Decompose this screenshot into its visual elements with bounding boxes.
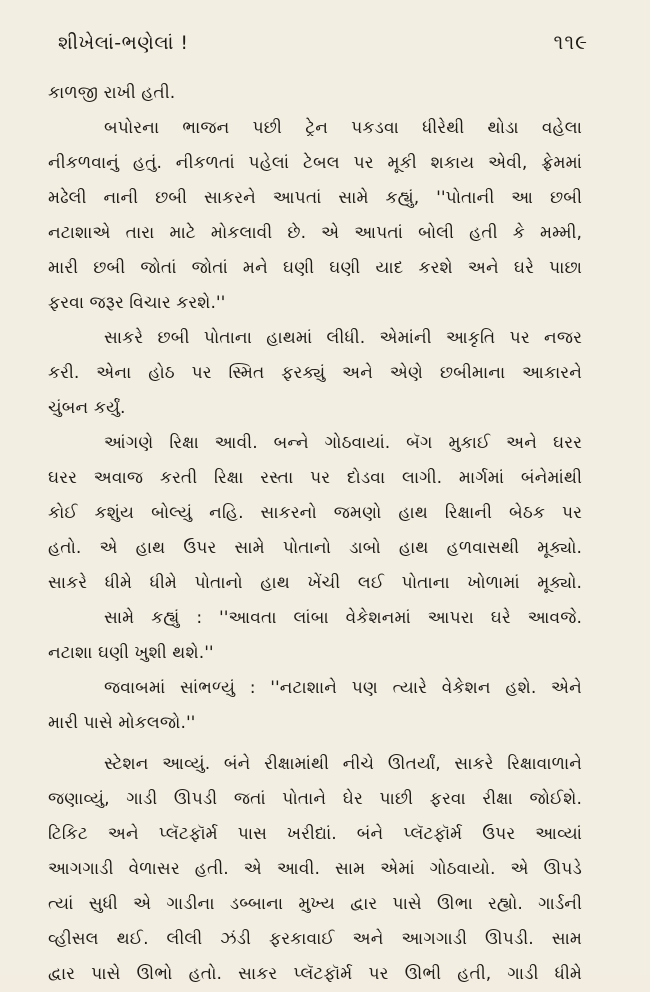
text-line: સાકરે છબી પોતાના હાથમાં લીધી. એમાંની આકૃતિ પર નજર bbox=[104, 328, 582, 348]
text-line: ત્યાં સુધી એ ગાડીના ડબ્બાના મુખ્ય દ્વાર પાસે ઊભા રહ્યો. ગાર્ડની bbox=[48, 894, 582, 914]
body-text bbox=[48, 76, 582, 992]
text-line: આગગાડી વેળાસર હતી. એ આવી. સામ એમાં ગોઠવાયો. એ ઊપડે bbox=[48, 859, 582, 879]
text-line: કાળજી રાખી હતી. bbox=[48, 83, 176, 103]
text-line: મારી પાસે મોકલજો.'' bbox=[48, 713, 196, 733]
text-line: નટાશા ઘણી ખુશી થશે.'' bbox=[48, 643, 214, 663]
text-line: મઢેલી નાની છબી સાકરને આપતાં સામે કહ્યું, ''પોતાની આ છબી bbox=[48, 188, 582, 208]
text-line: મારી છબી જોતાં જોતાં મને ઘણી ઘણી યાદ કરશે અને ઘરે પાછા bbox=[48, 258, 582, 278]
text-line: જણાવ્યું, ગાડી ઊપડી જતાં પોતાને ઘેર પાછી ફરવા રીક્ષા જોઈશે. bbox=[48, 789, 582, 809]
text-line: ચુંબન કર્યું. bbox=[48, 398, 126, 418]
text-line: નીકળવાનું હતું. નીકળતાં પહેલાં ટેબલ પર મૂકી શકાય એવી, ફ્રેમમાં bbox=[48, 153, 582, 173]
text-line: હતો. એ હાથ ઉપર સામે પોતાનો ડાબો હાથ હળવાસથી મૂક્યો. bbox=[48, 538, 582, 558]
text-line: બપોરના ભાજન પછી ટ્રેન પકડવા ધીરેથી થોડા વહેલા bbox=[104, 118, 582, 138]
text-line: સાકરે ધીમે ધીમે પોતાનો હાથ ખેંચી લઈ પોતાના ખોળામાં મૂક્યો. bbox=[48, 573, 582, 593]
text-line: કોઈ કશુંય બોલ્યું નહિ. સાકરનો જમણો હાથ રિક્ષાની બેઠક પર bbox=[48, 503, 582, 523]
text-line: સામે કહ્યું : ''આવતા લાંબા વેકેશનમાં આપરા ઘરે આવજે. bbox=[104, 608, 582, 628]
page-number: ૧૧૯ bbox=[553, 30, 588, 54]
running-header bbox=[58, 30, 588, 60]
text-line: સ્ટેશન આવ્યું. બંને રીક્ષામાંથી નીચે ઊતર્યાં, સાકરે રિક્ષાવાળાને bbox=[104, 754, 582, 774]
text-line: ફરવા જરૂર વિચાર કરશે.'' bbox=[48, 293, 226, 313]
running-title: શીખેલાં-ભણેલાં ! bbox=[58, 32, 189, 54]
text-line: નટાશાએ તારા માટે મોકલાવી છે. એ આપતાં બોલી હતી કે મમ્મી, bbox=[48, 223, 582, 243]
text-line: આંગણે રિક્ષા આવી. બન્ને ગોઠવાયાં. બૅગ મુકાઈ અને ઘરર bbox=[104, 433, 582, 453]
text-line: ઘરર અવાજ કરતી રિક્ષા રસ્તા પર દોડવા લાગી. માર્ગમાં બંનેમાંથી bbox=[48, 468, 582, 488]
text-line: જવાબમાં સાંભળ્યું : ''નટાશાને પણ ત્યારે વેકેશન હશે. એને bbox=[104, 678, 582, 698]
text-line: વ્હીસલ થઈ. લીલી ઝંડી ફરકાવાઈ અને આગગાડી ઊપડી. સામ bbox=[48, 929, 582, 949]
text-line: ટિકિટ અને પ્લૅટફૉર્મ પાસ ખરીદ્યાં. બંને પ્લૅટફૉર્મ ઉપર આવ્યાં bbox=[48, 824, 582, 844]
text-line: દ્વાર પાસે ઊભો હતો. સાકર પ્લૅટફૉર્મ પર ઊભી હતી, ગાડી ધીમે bbox=[48, 964, 582, 984]
text-line: કરી. એના હોઠ પર સ્મિત ફરક્યું અને એણે છબીમાના આકારને bbox=[48, 363, 582, 383]
